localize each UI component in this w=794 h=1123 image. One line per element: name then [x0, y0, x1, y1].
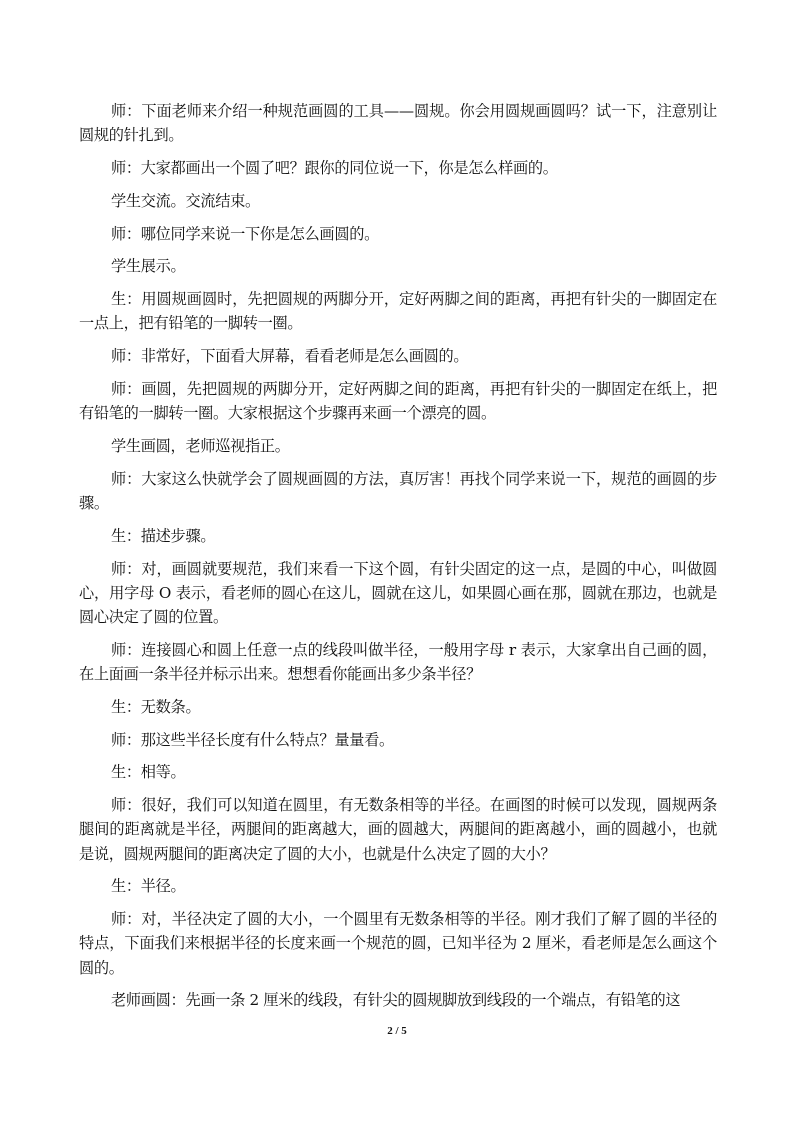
paragraph: 师：很好，我们可以知道在圆里，有无数条相等的半径。在画图的时候可以发现，圆规两条腿间的距离就是半径，两腿间的距离越大，画的圆越大，两腿间的距离越小，画的圆越小，也就是说，圆规两腿间的距离决定了圆的大小，也就是什么决定了圆的大小？ — [79, 796, 717, 863]
paragraph: 师：大家这么快就学会了圆规画圆的方法，真厉害！再找个同学来说一下，规范的画圆的步骤。 — [79, 469, 717, 512]
paragraph: 生：用圆规画圆时，先把圆规的两脚分开，定好两脚之间的距离，再把有针尖的一脚固定在一点上，把有铅笔的一脚转一圈。 — [79, 290, 717, 333]
paragraph: 师：画圆，先把圆规的两脚分开，定好两脚之间的距离，再把有针尖的一脚固定在纸上，把有铅笔的一脚转一圈。大家根据这个步骤再来画一个漂亮的圆。 — [79, 379, 717, 423]
paragraph: 生：描述步骤。 — [111, 526, 216, 545]
paragraph: 师：对，半径决定了圆的大小，一个圆里有无数条相等的半径。刚才我们了解了圆的半径的特点，下面我们来根据半径的长度来画一个规范的圆，已知半径为 2 厘米，看老师是怎么画这个圆的。 — [79, 910, 717, 977]
paragraph: 生：无数条。 — [111, 697, 201, 716]
paragraph: 师：那这些半径长度有什么特点？量量看。 — [111, 730, 394, 749]
paragraph: 师：哪位同学来说一下你是怎么画圆的。 — [111, 224, 379, 243]
paragraph: 师：连接圆心和圆上任意一点的线段叫做半径，一般用字母 r 表示，大家拿出自己画的圆，在上面画一条半径并标示出来。想想看你能画出多少条半径？ — [79, 640, 717, 683]
paragraph: 生：半径。 — [111, 877, 186, 896]
paragraph: 学生交流。交流结束。 — [111, 191, 260, 210]
page-number: 2 / 5 — [387, 1025, 407, 1037]
paragraph: 生：相等。 — [111, 763, 186, 782]
paragraph: 师：对，画圆就要规范，我们来看一下这个圆，有针尖固定的这一点，是圆的中心，叫做圆心，用字母 O 表示，看老师的圆心在这儿，圆就在这儿，如果圆心画在那，圆就在那边，也就是圆心决定了圆的位置。 — [79, 559, 717, 626]
body-text — [79, 99, 717, 1021]
paragraph: 师：下面老师来介绍一种规范画圆的工具——圆规。你会用圆规画圆吗？试一下，注意别让圆规的针扎到。 — [79, 102, 717, 145]
paragraph: 学生展示。 — [111, 257, 186, 276]
paragraph: 老师画圆：先画一条 2 厘米的线段，有针尖的圆规脚放到线段的一个端点，有铅笔的这 — [111, 991, 681, 1010]
paragraph: 师：大家都画出一个圆了吧？跟你的同位说一下，你是怎么样画的。 — [111, 159, 558, 177]
paragraph: 学生画圆，老师巡视指正。 — [111, 436, 290, 455]
paragraph: 师：非常好，下面看大屏幕，看看老师是怎么画圆的。 — [111, 347, 469, 366]
